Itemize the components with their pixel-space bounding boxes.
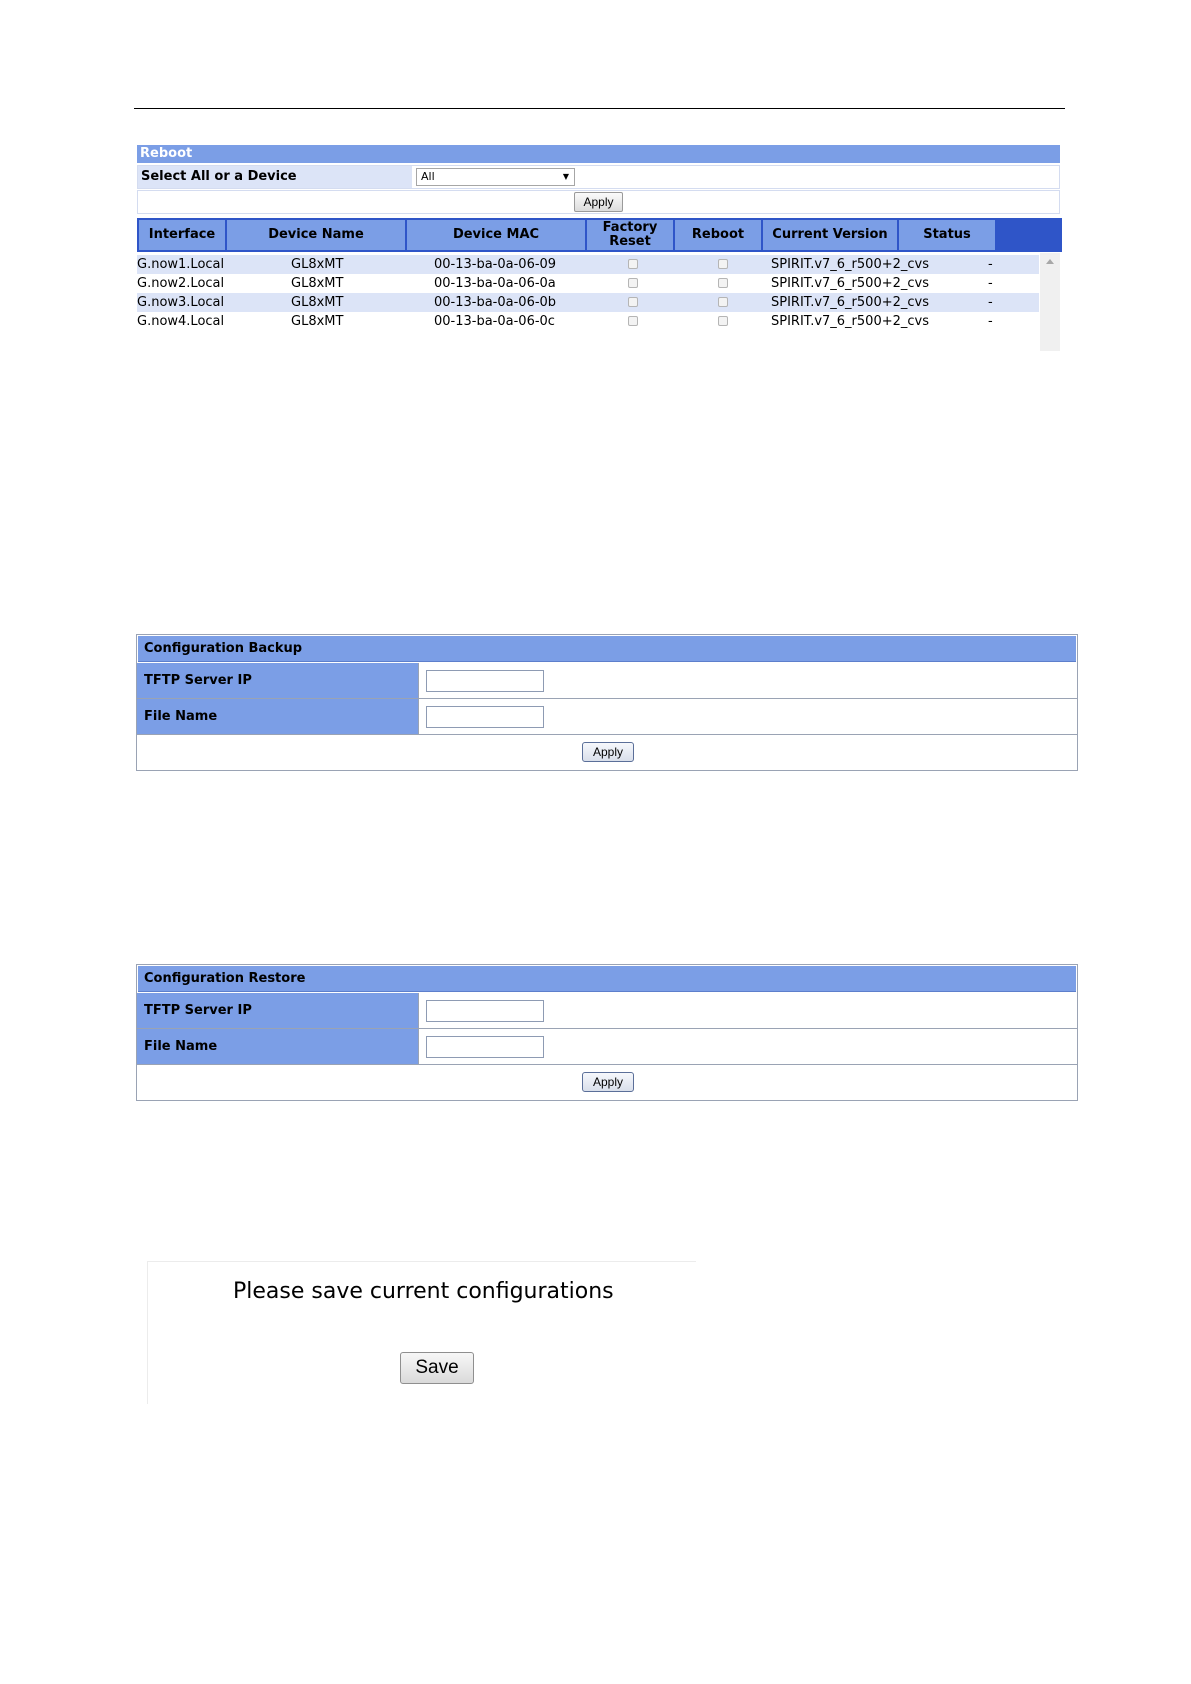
column-header-device-name: Device Name xyxy=(227,220,405,250)
table-row[interactable] xyxy=(137,255,1039,274)
backup-file-label: File Name xyxy=(137,699,419,734)
reboot-checkbox[interactable] xyxy=(718,259,728,269)
restore-file-label: File Name xyxy=(137,1029,419,1064)
cell-status: - xyxy=(988,257,993,272)
reboot-apply-button[interactable]: Apply xyxy=(574,192,623,212)
select-device-row xyxy=(137,165,1060,189)
reboot-checkbox[interactable] xyxy=(718,316,728,326)
save-config-panel xyxy=(147,1261,696,1404)
backup-tftp-server-ip-input[interactable] xyxy=(426,670,544,692)
factory-reset-checkbox[interactable] xyxy=(628,316,638,326)
cell-device-name: GL8xMT xyxy=(291,276,344,291)
table-row[interactable] xyxy=(137,274,1039,293)
config-restore-panel xyxy=(136,964,1078,1101)
table-scrollbar[interactable] xyxy=(1040,253,1060,351)
restore-tftp-row xyxy=(137,993,1077,1029)
restore-file-row xyxy=(137,1029,1077,1065)
cell-current-version: SPIRIT.v7_6_r500+2_cvs xyxy=(771,295,929,310)
cell-interface: G.now3.Local xyxy=(137,295,225,310)
column-header-device-mac: Device MAC xyxy=(407,220,585,250)
device-select[interactable] xyxy=(416,168,575,186)
cell-status: - xyxy=(988,314,993,329)
config-restore-title: Configuration Restore xyxy=(138,966,1076,992)
device-table-body xyxy=(137,253,1062,351)
backup-file-name-input[interactable] xyxy=(426,706,544,728)
cell-device-name: GL8xMT xyxy=(291,257,344,272)
column-header-factory-reset: Factory Reset xyxy=(587,220,673,250)
device-select-value: All xyxy=(421,170,435,183)
select-device-label: Select All or a Device xyxy=(138,166,412,188)
cell-device-mac: 00-13-ba-0a-06-0c xyxy=(434,314,555,329)
cell-device-mac: 00-13-ba-0a-06-0a xyxy=(434,276,556,291)
device-table-header xyxy=(137,218,1062,252)
backup-tftp-label: TFTP Server IP xyxy=(137,663,419,698)
cell-device-name: GL8xMT xyxy=(291,295,344,310)
cell-interface: G.now4.Local xyxy=(137,314,225,329)
cell-current-version: SPIRIT.v7_6_r500+2_cvs xyxy=(771,276,929,291)
cell-device-name: GL8xMT xyxy=(291,314,344,329)
reboot-checkbox[interactable] xyxy=(718,297,728,307)
cell-device-mac: 00-13-ba-0a-06-09 xyxy=(434,257,557,272)
table-row[interactable] xyxy=(137,293,1039,312)
restore-tftp-label: TFTP Server IP xyxy=(137,993,419,1028)
config-backup-title: Configuration Backup xyxy=(138,636,1076,662)
cell-interface: G.now2.Local xyxy=(137,276,225,291)
column-header-current-version: Current Version xyxy=(763,220,897,250)
column-header-reboot: Reboot xyxy=(675,220,761,250)
reboot-panel xyxy=(137,145,1062,351)
restore-tftp-server-ip-input[interactable] xyxy=(426,1000,544,1022)
column-header-interface: Interface xyxy=(139,220,225,250)
factory-reset-checkbox[interactable] xyxy=(628,278,638,288)
dropdown-arrow-icon[interactable]: ▼ xyxy=(562,172,569,181)
config-backup-panel xyxy=(136,634,1078,771)
save-config-message: Please save current configurations xyxy=(233,1279,614,1304)
cell-status: - xyxy=(988,295,993,310)
cell-current-version: SPIRIT.v7_6_r500+2_cvs xyxy=(771,257,929,272)
factory-reset-checkbox[interactable] xyxy=(628,259,638,269)
backup-tftp-row xyxy=(137,663,1077,699)
table-row[interactable] xyxy=(137,312,1039,331)
restore-file-name-input[interactable] xyxy=(426,1036,544,1058)
cell-current-version: SPIRIT.v7_6_r500+2_cvs xyxy=(771,314,929,329)
restore-apply-button[interactable]: Apply xyxy=(582,1072,634,1092)
column-header-status: Status xyxy=(899,220,995,250)
scroll-up-arrow-icon[interactable] xyxy=(1046,259,1054,264)
cell-interface: G.now1.Local xyxy=(137,257,225,272)
page-top-rule xyxy=(134,108,1065,109)
cell-device-mac: 00-13-ba-0a-06-0b xyxy=(434,295,557,310)
factory-reset-checkbox[interactable] xyxy=(628,297,638,307)
backup-apply-button[interactable]: Apply xyxy=(582,742,634,762)
save-button[interactable]: Save xyxy=(400,1352,474,1384)
reboot-title: Reboot xyxy=(137,145,1060,163)
reboot-checkbox[interactable] xyxy=(718,278,728,288)
cell-status: - xyxy=(988,276,993,291)
reboot-apply-row xyxy=(137,190,1060,214)
backup-file-row xyxy=(137,699,1077,735)
